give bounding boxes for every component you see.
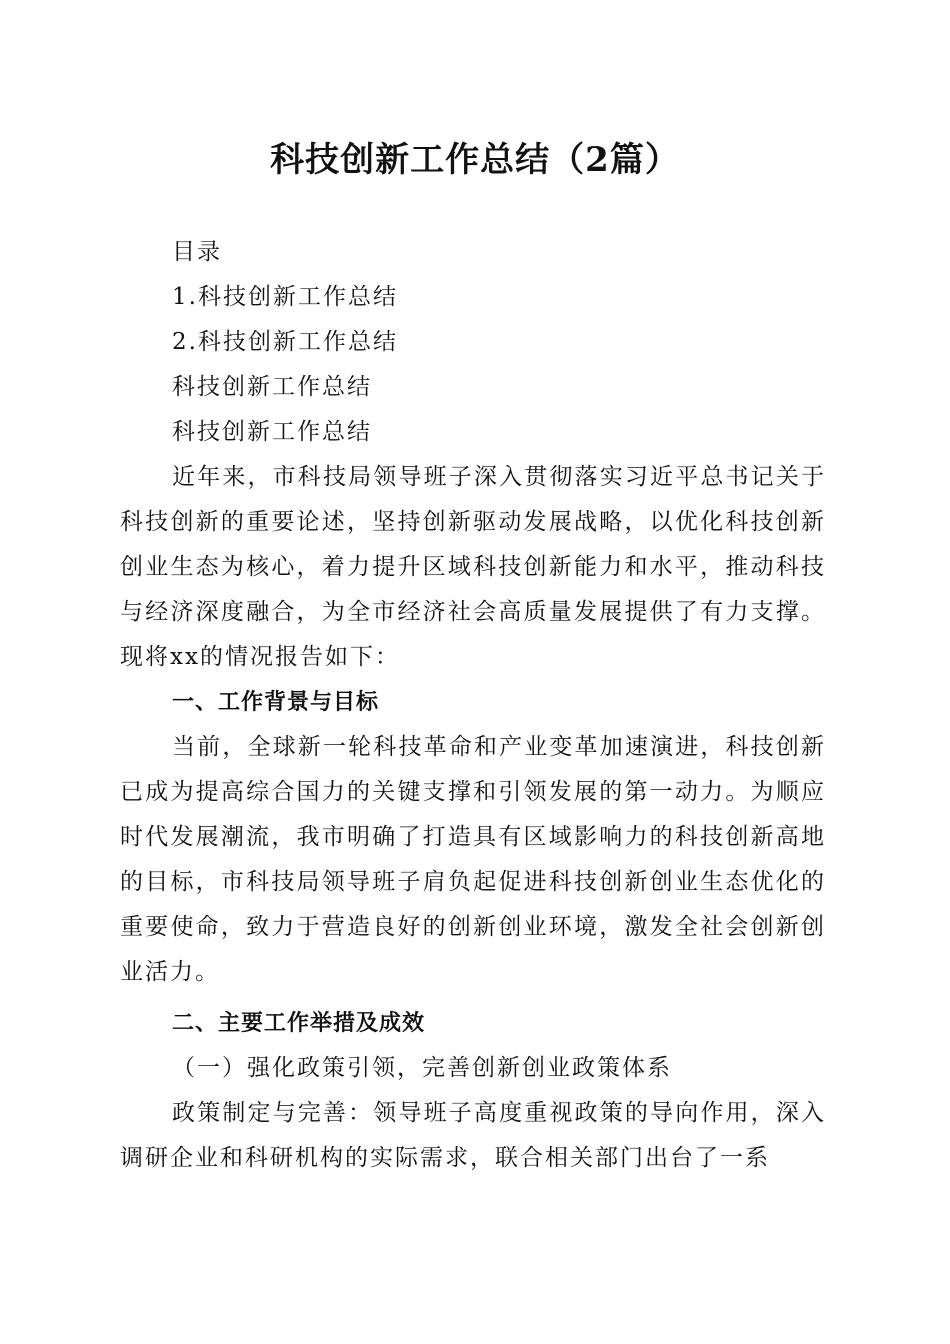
heading-work-background: 一、工作背景与目标 [172, 690, 380, 715]
section-title: 科技创新工作总结 [172, 419, 372, 445]
subheading-policy: （一）强化政策引领，完善创新创业政策体系 [172, 1055, 672, 1081]
heading-main-measures: 二、主要工作举措及成效 [172, 1011, 426, 1036]
toc-item: 2.科技创新工作总结 [172, 329, 398, 355]
intro-paragraph: 近年来，市科技局领导班子深入贯彻落实习近平总书记关于科技创新的重要论述，坚持创新驱动发展战略，以优化科技创新创业生态为核心，着力提升区域科技创新能力和水平，推动科技与经济深度融合，为全市经济社会高质量发展提供了有力支撑。现将xx的情况报告如下： [120, 464, 826, 670]
toc-heading: 目录 [172, 239, 222, 265]
section-title: 科技创新工作总结 [172, 374, 372, 400]
document-body [120, 230, 826, 1181]
document-title: 科技创新工作总结（2篇） [270, 140, 680, 180]
background-paragraph: 当前，全球新一轮科技革命和产业变革加速演进，科技创新已成为提高综合国力的关键支撑和引领发展的第一动力。为顺应时代发展潮流，我市明确了打造具有区域影响力的科技创新高地的目标，市科技局领导班子肩负起促进科技创新创业生态优化的重要使命，致力于营造良好的创新创业环境，激发全社会创新创业活力。 [120, 734, 826, 985]
toc-item: 1.科技创新工作总结 [172, 284, 398, 310]
policy-paragraph: 政策制定与完善：领导班子高度重视政策的导向作用，深入调研企业和科研机构的实际需求，联合相关部门出台了一系 [120, 1100, 826, 1171]
